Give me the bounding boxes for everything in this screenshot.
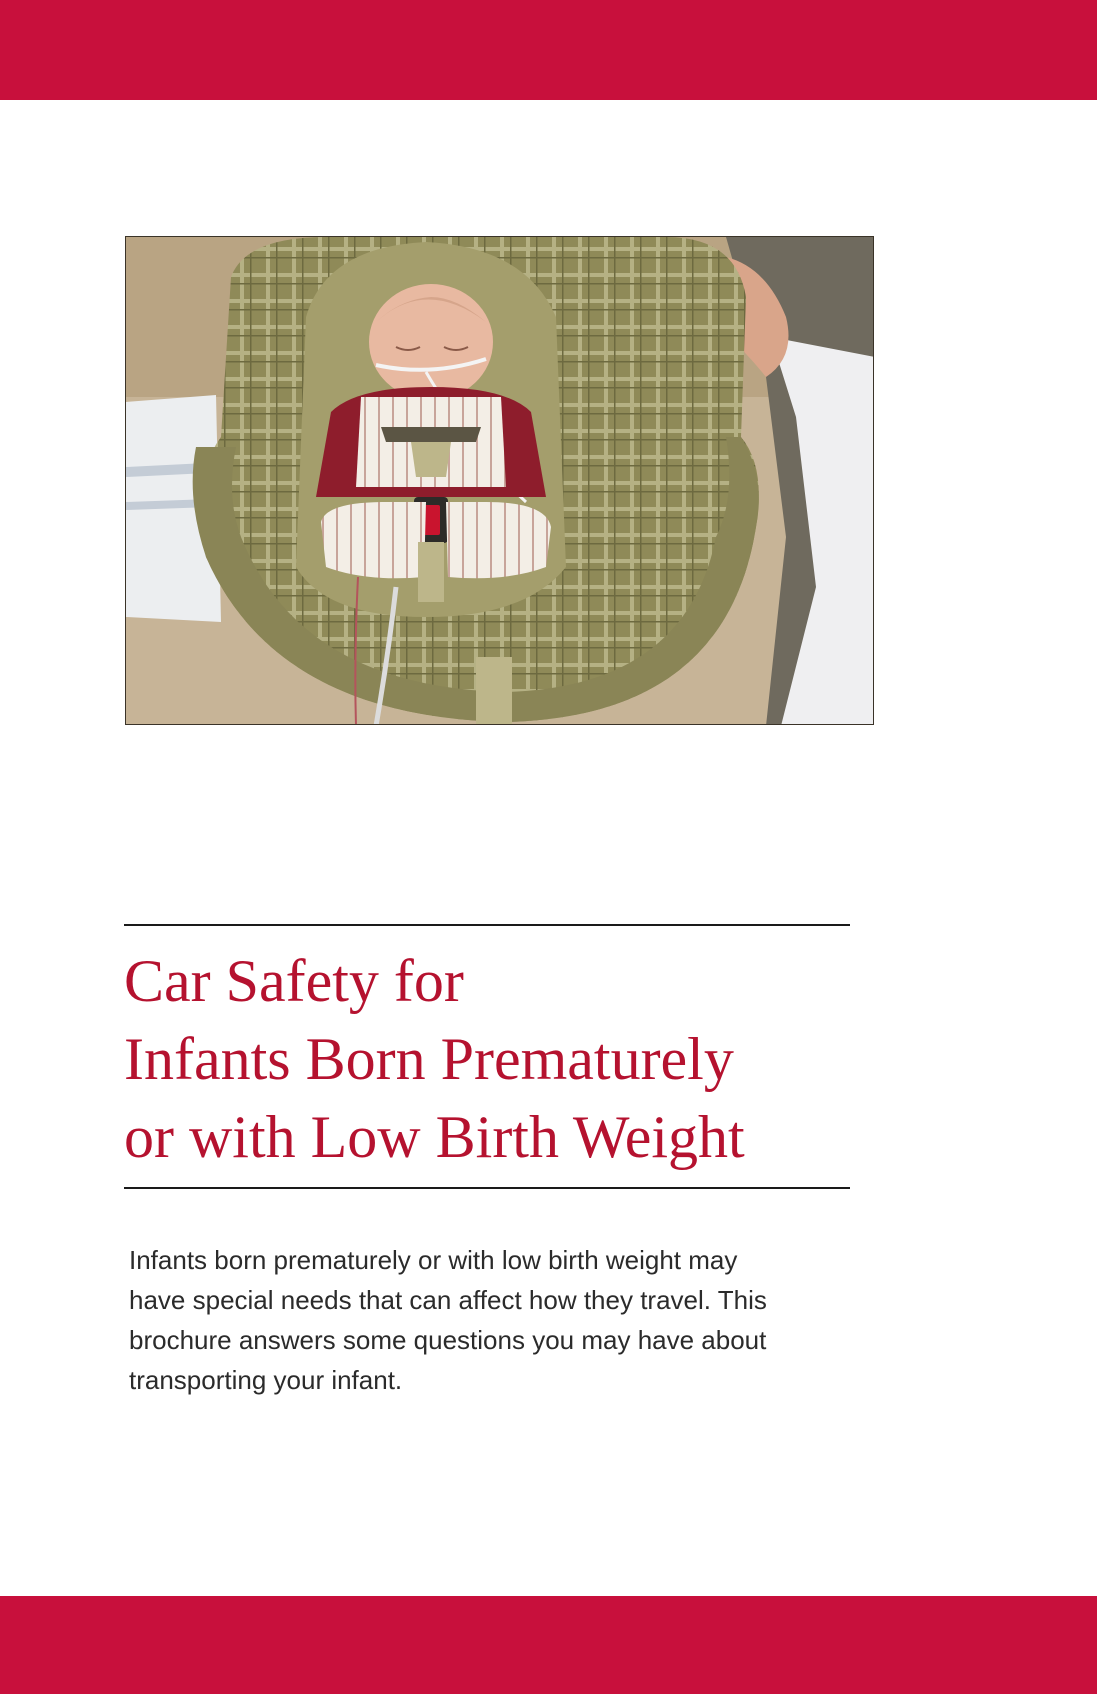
intro-line-4: transporting your infant. <box>129 1365 403 1395</box>
title-line-2: Infants Born Prematurely <box>124 1026 734 1092</box>
intro-line-2: have special needs that can affect how they travel. This <box>129 1285 767 1315</box>
intro-line-3: brochure answers some questions you may have about <box>129 1325 767 1355</box>
title-line-1: Car Safety for <box>124 948 464 1014</box>
title-bottom-rule <box>124 1187 850 1189</box>
infant-car-seat-photo <box>125 236 874 725</box>
bottom-color-band <box>0 1596 1097 1694</box>
top-color-band <box>0 0 1097 100</box>
brochure-title <box>124 942 864 1176</box>
title-line-3: or with Low Birth Weight <box>124 1104 745 1170</box>
title-top-rule <box>124 924 850 926</box>
intro-paragraph <box>129 1240 919 1400</box>
intro-line-1: Infants born prematurely or with low birth weight may <box>129 1245 738 1275</box>
